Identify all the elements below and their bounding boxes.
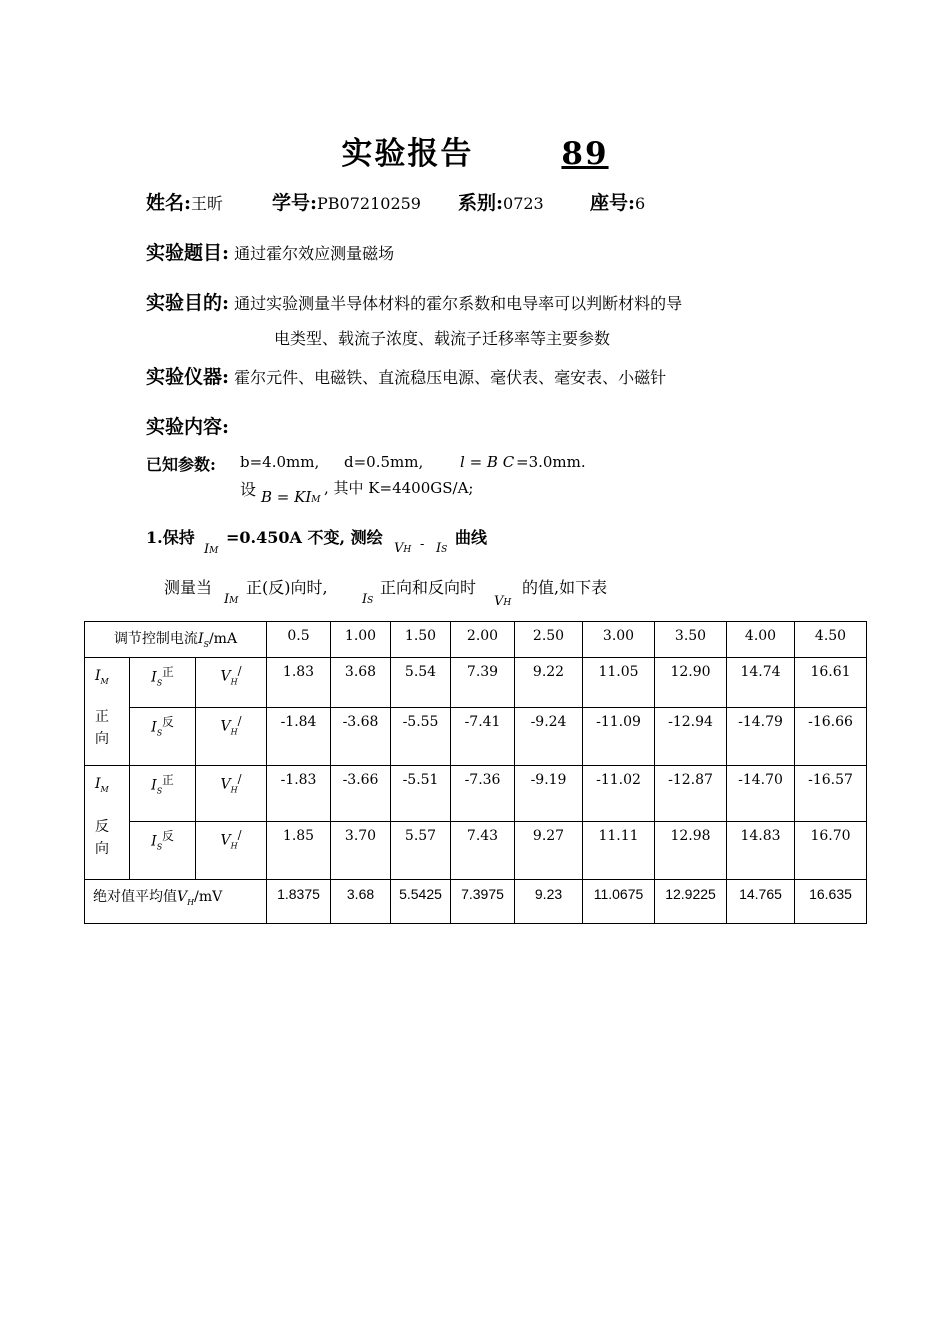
is-direction-cell: $I_S^正$	[130, 766, 196, 822]
desc-var-is: IS	[362, 592, 374, 607]
vh-value: 11.11	[583, 822, 655, 880]
id-value: PB07210259	[317, 194, 421, 213]
param-l-formula: l = B C	[460, 453, 515, 471]
title-text: 实验报告	[341, 136, 474, 172]
is-value: 4.00	[727, 622, 795, 658]
vh-value: -3.68	[331, 708, 391, 766]
vh-value: 16.70	[795, 822, 867, 880]
vh-value: -16.66	[795, 708, 867, 766]
vh-value: -9.19	[515, 766, 583, 822]
vh-value: 14.83	[727, 822, 795, 880]
is-value: 1.50	[391, 622, 451, 658]
vh-value: 12.98	[655, 822, 727, 880]
hall-voltage-table	[84, 621, 867, 924]
is-value: 4.50	[795, 622, 867, 658]
header-unit: /mA	[208, 631, 238, 647]
avg-value: 12.9225	[655, 880, 727, 924]
vh-value: -7.36	[451, 766, 515, 822]
instruments-text: 霍尔元件、电磁铁、直流稳压电源、毫伏表、毫安表、小磁针	[234, 368, 667, 387]
known-label: 已知参数:	[146, 455, 216, 474]
formula-b-text: B = KI	[261, 488, 312, 506]
student-id	[272, 188, 421, 215]
vh-value: 16.61	[795, 658, 867, 708]
topic-line	[146, 238, 394, 265]
desc-var-vh: VH	[494, 594, 512, 609]
seat-label: 座号:	[590, 192, 636, 214]
vh-value: -5.55	[391, 708, 451, 766]
vh-value: 11.05	[583, 658, 655, 708]
table-row	[85, 708, 867, 766]
desc-part-3: 正向和反向时	[380, 578, 477, 597]
vh-value: 9.22	[515, 658, 583, 708]
vh-value: -9.24	[515, 708, 583, 766]
is-direction-cell: $I_S^反$	[130, 822, 196, 880]
name-value: 王昕	[191, 194, 224, 213]
vh-value: 3.68	[331, 658, 391, 708]
vh-value: -1.83	[267, 766, 331, 822]
vh-value: -11.02	[583, 766, 655, 822]
info-line	[146, 188, 223, 215]
param-l-value: =3.0mm.	[516, 453, 586, 471]
group-forward-cell: $I_M$ 正向	[85, 658, 130, 766]
content-label: 实验内容:	[146, 416, 230, 438]
vh-value: 7.39	[451, 658, 515, 708]
avg-label: 绝对值平均值	[93, 889, 177, 905]
report-number: 89	[561, 136, 609, 172]
seat-value: 6	[635, 194, 646, 213]
group-reverse-label: 反向	[95, 818, 109, 857]
param-b: b=4.0mm,	[240, 453, 320, 471]
seat	[590, 188, 645, 215]
vh-value: 3.70	[331, 822, 391, 880]
vh-value: -5.51	[391, 766, 451, 822]
avg-value: 14.765	[727, 880, 795, 924]
avg-unit: /mV	[194, 889, 223, 905]
desc-part-1: 测量当	[164, 578, 213, 597]
is-value: 1.00	[331, 622, 391, 658]
vh-value: 5.57	[391, 822, 451, 880]
avg-label-cell: 绝对值平均值$V_H/mV$	[85, 880, 267, 924]
header-label-cell: 调节控制电流$I_S/mA$	[85, 622, 267, 658]
header-label: 调节控制电流	[113, 631, 198, 647]
vh-value: -16.57	[795, 766, 867, 822]
k-text: , 其中 K=4400GS/A;	[324, 479, 474, 497]
report-title	[0, 128, 950, 173]
vh-value: -14.70	[727, 766, 795, 822]
table-header-row	[85, 622, 867, 658]
instruments-label: 实验仪器:	[146, 366, 230, 388]
avg-value: 1.8375	[267, 880, 331, 924]
desc-part-2: 正(反)向时,	[246, 578, 328, 597]
vh-cell: $V_H^/$	[196, 658, 267, 708]
vh-value: -7.41	[451, 708, 515, 766]
header-var-is: I	[197, 631, 204, 647]
table-row	[85, 822, 867, 880]
name-label: 姓名:	[146, 192, 192, 214]
instruments-line	[146, 362, 666, 389]
vh-value: 9.27	[515, 822, 583, 880]
desc-part-4: 的值,如下表	[522, 578, 608, 597]
is-value: 3.50	[655, 622, 727, 658]
table-row-average	[85, 880, 867, 924]
section1-prefix: 1.保持	[146, 528, 195, 547]
department	[458, 188, 544, 215]
purpose-line-1	[146, 288, 682, 315]
param-d: d=0.5mm,	[344, 453, 424, 471]
table-row	[85, 658, 867, 708]
set-label: 设	[240, 480, 257, 499]
vh-value: -1.84	[267, 708, 331, 766]
table-row	[85, 766, 867, 822]
section1-var-im: IM	[204, 542, 219, 557]
vh-value: -12.94	[655, 708, 727, 766]
desc-var-im: IM	[224, 592, 239, 607]
formula-b	[261, 487, 320, 506]
vh-cell: $V_H^/$	[196, 708, 267, 766]
is-value: 3.00	[583, 622, 655, 658]
formula-b-sub: M	[311, 495, 321, 505]
vh-value: 1.83	[267, 658, 331, 708]
is-value: 2.50	[515, 622, 583, 658]
purpose-label: 实验目的:	[146, 292, 230, 314]
vh-value: 5.54	[391, 658, 451, 708]
vh-cell: $V_H^/$	[196, 766, 267, 822]
vh-value: 12.90	[655, 658, 727, 708]
topic-text: 通过霍尔效应测量磁场	[234, 244, 395, 263]
vh-value: -3.66	[331, 766, 391, 822]
vh-cell: $V_H^/$	[196, 822, 267, 880]
section1-dash: -	[420, 537, 425, 552]
vh-value: -12.87	[655, 766, 727, 822]
known-params	[146, 452, 216, 475]
purpose-text-1: 通过实验测量半导体材料的霍尔系数和电导率可以判断材料的导	[234, 294, 683, 313]
is-direction-cell: $I_S^正$	[130, 658, 196, 708]
id-label: 学号:	[272, 192, 318, 214]
is-value: 2.00	[451, 622, 515, 658]
avg-value: 3.68	[331, 880, 391, 924]
avg-value: 16.635	[795, 880, 867, 924]
is-direction-cell: $I_S^反$	[130, 708, 196, 766]
purpose-text-2: 电类型、载流子浓度、载流子迁移率等主要参数	[274, 329, 611, 348]
avg-value: 7.3975	[451, 880, 515, 924]
section1-var-is: IS	[436, 541, 448, 556]
section1-suffix: 曲线	[455, 528, 488, 547]
group-forward-label: 正向	[95, 708, 109, 747]
vh-value: -11.09	[583, 708, 655, 766]
is-value: 0.5	[267, 622, 331, 658]
dept-label: 系别:	[458, 192, 504, 214]
vh-value: -14.79	[727, 708, 795, 766]
group-reverse-cell: $I_M$ 反向	[85, 766, 130, 880]
dept-value: 0723	[503, 194, 544, 213]
topic-label: 实验题目:	[146, 242, 230, 264]
avg-value: 11.0675	[583, 880, 655, 924]
avg-value: 5.5425	[391, 880, 451, 924]
avg-value: 9.23	[515, 880, 583, 924]
section1-middle: =0.450A 不变, 测绘	[226, 528, 383, 547]
vh-value: 1.85	[267, 822, 331, 880]
section1-var-vh: VH	[394, 541, 412, 556]
vh-value: 14.74	[727, 658, 795, 708]
vh-value: 7.43	[451, 822, 515, 880]
